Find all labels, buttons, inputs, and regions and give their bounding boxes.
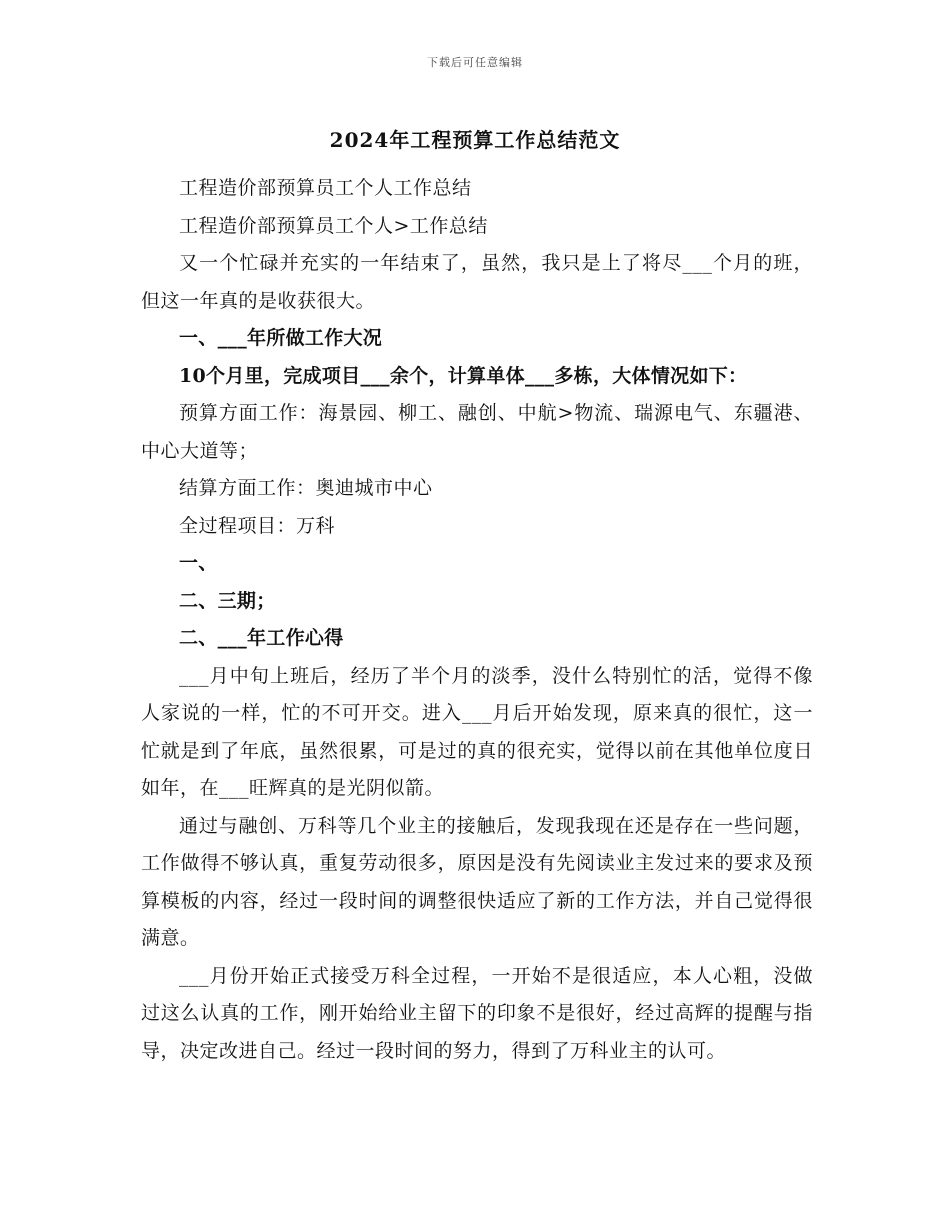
paragraph: 通过与融创、万科等几个业主的接触后，发现我现在还是存在一些问题，工作做得不够认真，重复劳动很多，原因是没有先阅读业主发过来的要求及预算模板的内容，经过一段时间的调整很快适应了新的工作方法，并自己觉得很满意。: [141, 814, 813, 949]
paragraph: 预算方面工作：海景园、柳工、融创、中航>物流、瑞源电气、东疆港、中心大道等；: [141, 402, 813, 462]
paragraph: ___月中旬上班后，经历了半个月的淡季，没什么特别忙的活，觉得不像人家说的一样，忙的不可开交。进入___月后开始发现，原来真的很忙，这一忙就是到了年底，虽然很累，可是过的真的很充实，觉得以前在其他单位度日如年，在___旺辉真的是光阴似箭。: [141, 664, 813, 799]
section-heading: 二、___年工作心得: [179, 627, 344, 649]
section-subheading: 10个月里，完成项目___余个，计算单体___多栋，大体情况如下：: [179, 364, 748, 387]
paragraph: 结算方面工作：奥迪城市中心: [179, 477, 433, 499]
paragraph: 工程造价部预算员工个人工作总结: [179, 177, 472, 199]
paragraph: ___月份开始正式接受万科全过程，一开始不是很适应，本人心粗，没做过这么认真的工作，刚开始给业主留下的印象不是很好，经过高辉的提醒与指导，决定改进自己。经过一段时间的努力，得到了万科业主的认可。: [141, 964, 813, 1062]
paragraph: 全过程项目：万科: [179, 514, 336, 537]
section-heading: 一、___年所做工作大况: [179, 327, 383, 349]
document-body: [141, 170, 813, 1070]
page-header-note: 下载后可任意编辑: [427, 56, 523, 69]
document-title: 2024年工程预算工作总结范文: [329, 128, 621, 152]
list-marker: 一、: [179, 552, 218, 574]
paragraph: 又一个忙碌并充实的一年结束了，虽然，我只是上了将尽___个月的班，但这一年真的是收获很大。: [141, 252, 813, 312]
list-marker: 二、三期；: [179, 589, 276, 612]
paragraph: 工程造价部预算员工个人>工作总结: [179, 214, 488, 237]
